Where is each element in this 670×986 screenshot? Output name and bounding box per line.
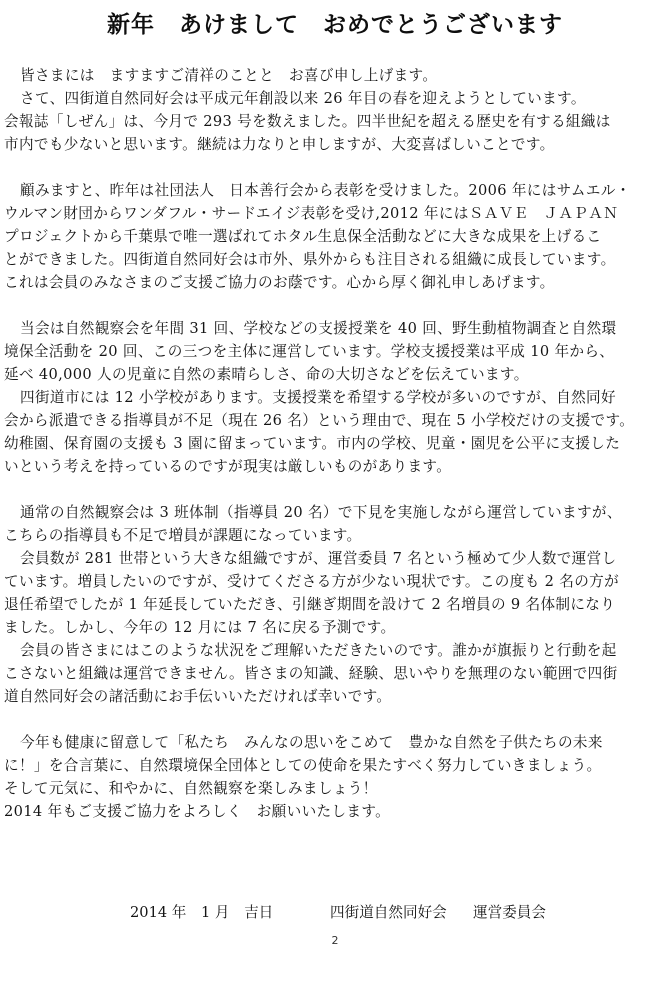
paragraph-line: 境保全活動を 20 回、この三つを主体に運営しています。学校支援授業は平成 10 年から、	[4, 343, 615, 360]
paragraph-line: さて、四街道自然同好会は平成元年創設以来 26 年目の春を迎えようとしています。	[20, 90, 586, 107]
paragraph-gap	[4, 156, 652, 179]
paragraph-line: ウルマン財団からワンダフル・サードエイジ表彰を受け,2012 年にはＳＡＶＥ ＪＡＰＡＮ	[4, 205, 619, 222]
paragraph-gap	[4, 708, 652, 731]
page-number: 2	[331, 934, 339, 947]
paragraph-line: 延べ 40,000 人の児童に自然の素晴らしさ、命の大切さなどを伝えています。	[4, 366, 529, 383]
paragraph-line: 2014 年もご支援ご協力をよろしく お願いいたします。	[4, 803, 391, 820]
paragraph-line: これは会員のみなさまのご支援ご協力のお蔭です。心から厚く御礼申しあげます。	[4, 274, 555, 291]
page-title: 新年 あけまして おめでとうございます	[107, 12, 563, 38]
paragraph-line: 会員の皆さまにはこのような状況をご理解いただきたいのです。誰かが旗振りと行動を起	[20, 642, 617, 659]
paragraph-line: ています。増員したいのですが、受けてくださる方が少ない現状です。この度も 2 名の方が	[4, 573, 620, 590]
paragraph-line: 道自然同好会の諸活動にお手伝いいただければ幸いです。	[4, 688, 392, 705]
signature-committee: 運営委員会	[473, 904, 546, 921]
paragraph-line: 会報誌「しぜん」は、今月で 293 号を数えました。四半世紀を超える歴史を有する組織は	[4, 113, 611, 130]
paragraph-line: 四街道市には 12 小学校があります。支援授業を希望する学校が多いのですが、自然同好	[20, 389, 616, 406]
paragraph-line: 退任希望でしたが 1 年延長していただき、引継ぎ期間を設けて 2 名増員の 9 名体制になり	[4, 596, 616, 613]
paragraph-gap	[4, 478, 652, 501]
paragraph-line: こさないと組織は運営できません。皆さまの知識、経験、思いやりを無理のない範囲で四街	[4, 665, 618, 682]
paragraph-line: 幼稚園、保育園の支援も 3 園に留まっています。市内の学校、児童・園児を公平に支援した	[4, 435, 621, 452]
letter-body	[4, 64, 652, 823]
signature-date: 2014 年 1 月 吉日	[130, 904, 274, 921]
paragraph-line: 当会は自然観察会を年間 31 回、学校などの支援授業を 40 回、野生動植物調査と自然環	[20, 320, 617, 337]
paragraph-line: ました。しかし、今年の 12 月には 7 名に戻る予測です。	[4, 619, 396, 636]
paragraph-line: こちらの指導員も不足で増員が課題になっています。	[4, 527, 362, 544]
paragraph-line: 皆さまには ますますご清祥のことと お喜び申し上げます。	[20, 67, 438, 84]
paragraph-line: とができました。四街道自然同好会は市外、県外からも注目される組織に成長しています。	[4, 251, 616, 268]
paragraph-line: 今年も健康に留意して「私たち みんなの思いをこめて 豊かな自然を子供たちの未来	[20, 734, 603, 751]
paragraph-line: 会員数が 281 世帯という大きな組織ですが、運営委員 7 名という極めて少人数で運営し	[20, 550, 617, 567]
signature-line	[0, 901, 670, 923]
paragraph-line: いという考えを持っているのですが現実は厳しいものがあります。	[4, 458, 452, 475]
signature-organization: 四街道自然同好会	[330, 904, 447, 921]
paragraph-line: に！」を合言葉に、自然環境保全団体としての使命を果たすべく努力していきましょう。	[4, 757, 602, 774]
paragraph-line: プロジェクトから千葉県で唯一選ばれてホタル生息保全活動などに大きな成果を上げるこ	[4, 228, 602, 245]
paragraph-line: そして元気に、和やかに、自然観察を楽しみましょう！	[4, 780, 378, 797]
paragraph-line: 通常の自然観察会は 3 班体制（指導員 20 名）で下見を実施しながら運営していますが、	[20, 504, 622, 521]
paragraph-line: 市内でも少ないと思います。継続は力なりと申しますが、大変喜ばしいことです。	[4, 136, 555, 153]
paragraph-line: 顧みますと、昨年は社団法人 日本善行会から表彰を受けました。2006 年にはサムエル・	[20, 182, 631, 199]
paragraph-gap	[4, 294, 652, 317]
paragraph-line: 会から派遣できる指導員が不足（現在 26 名）という理由で、現在 5 小学校だけの支援です。	[4, 412, 635, 429]
